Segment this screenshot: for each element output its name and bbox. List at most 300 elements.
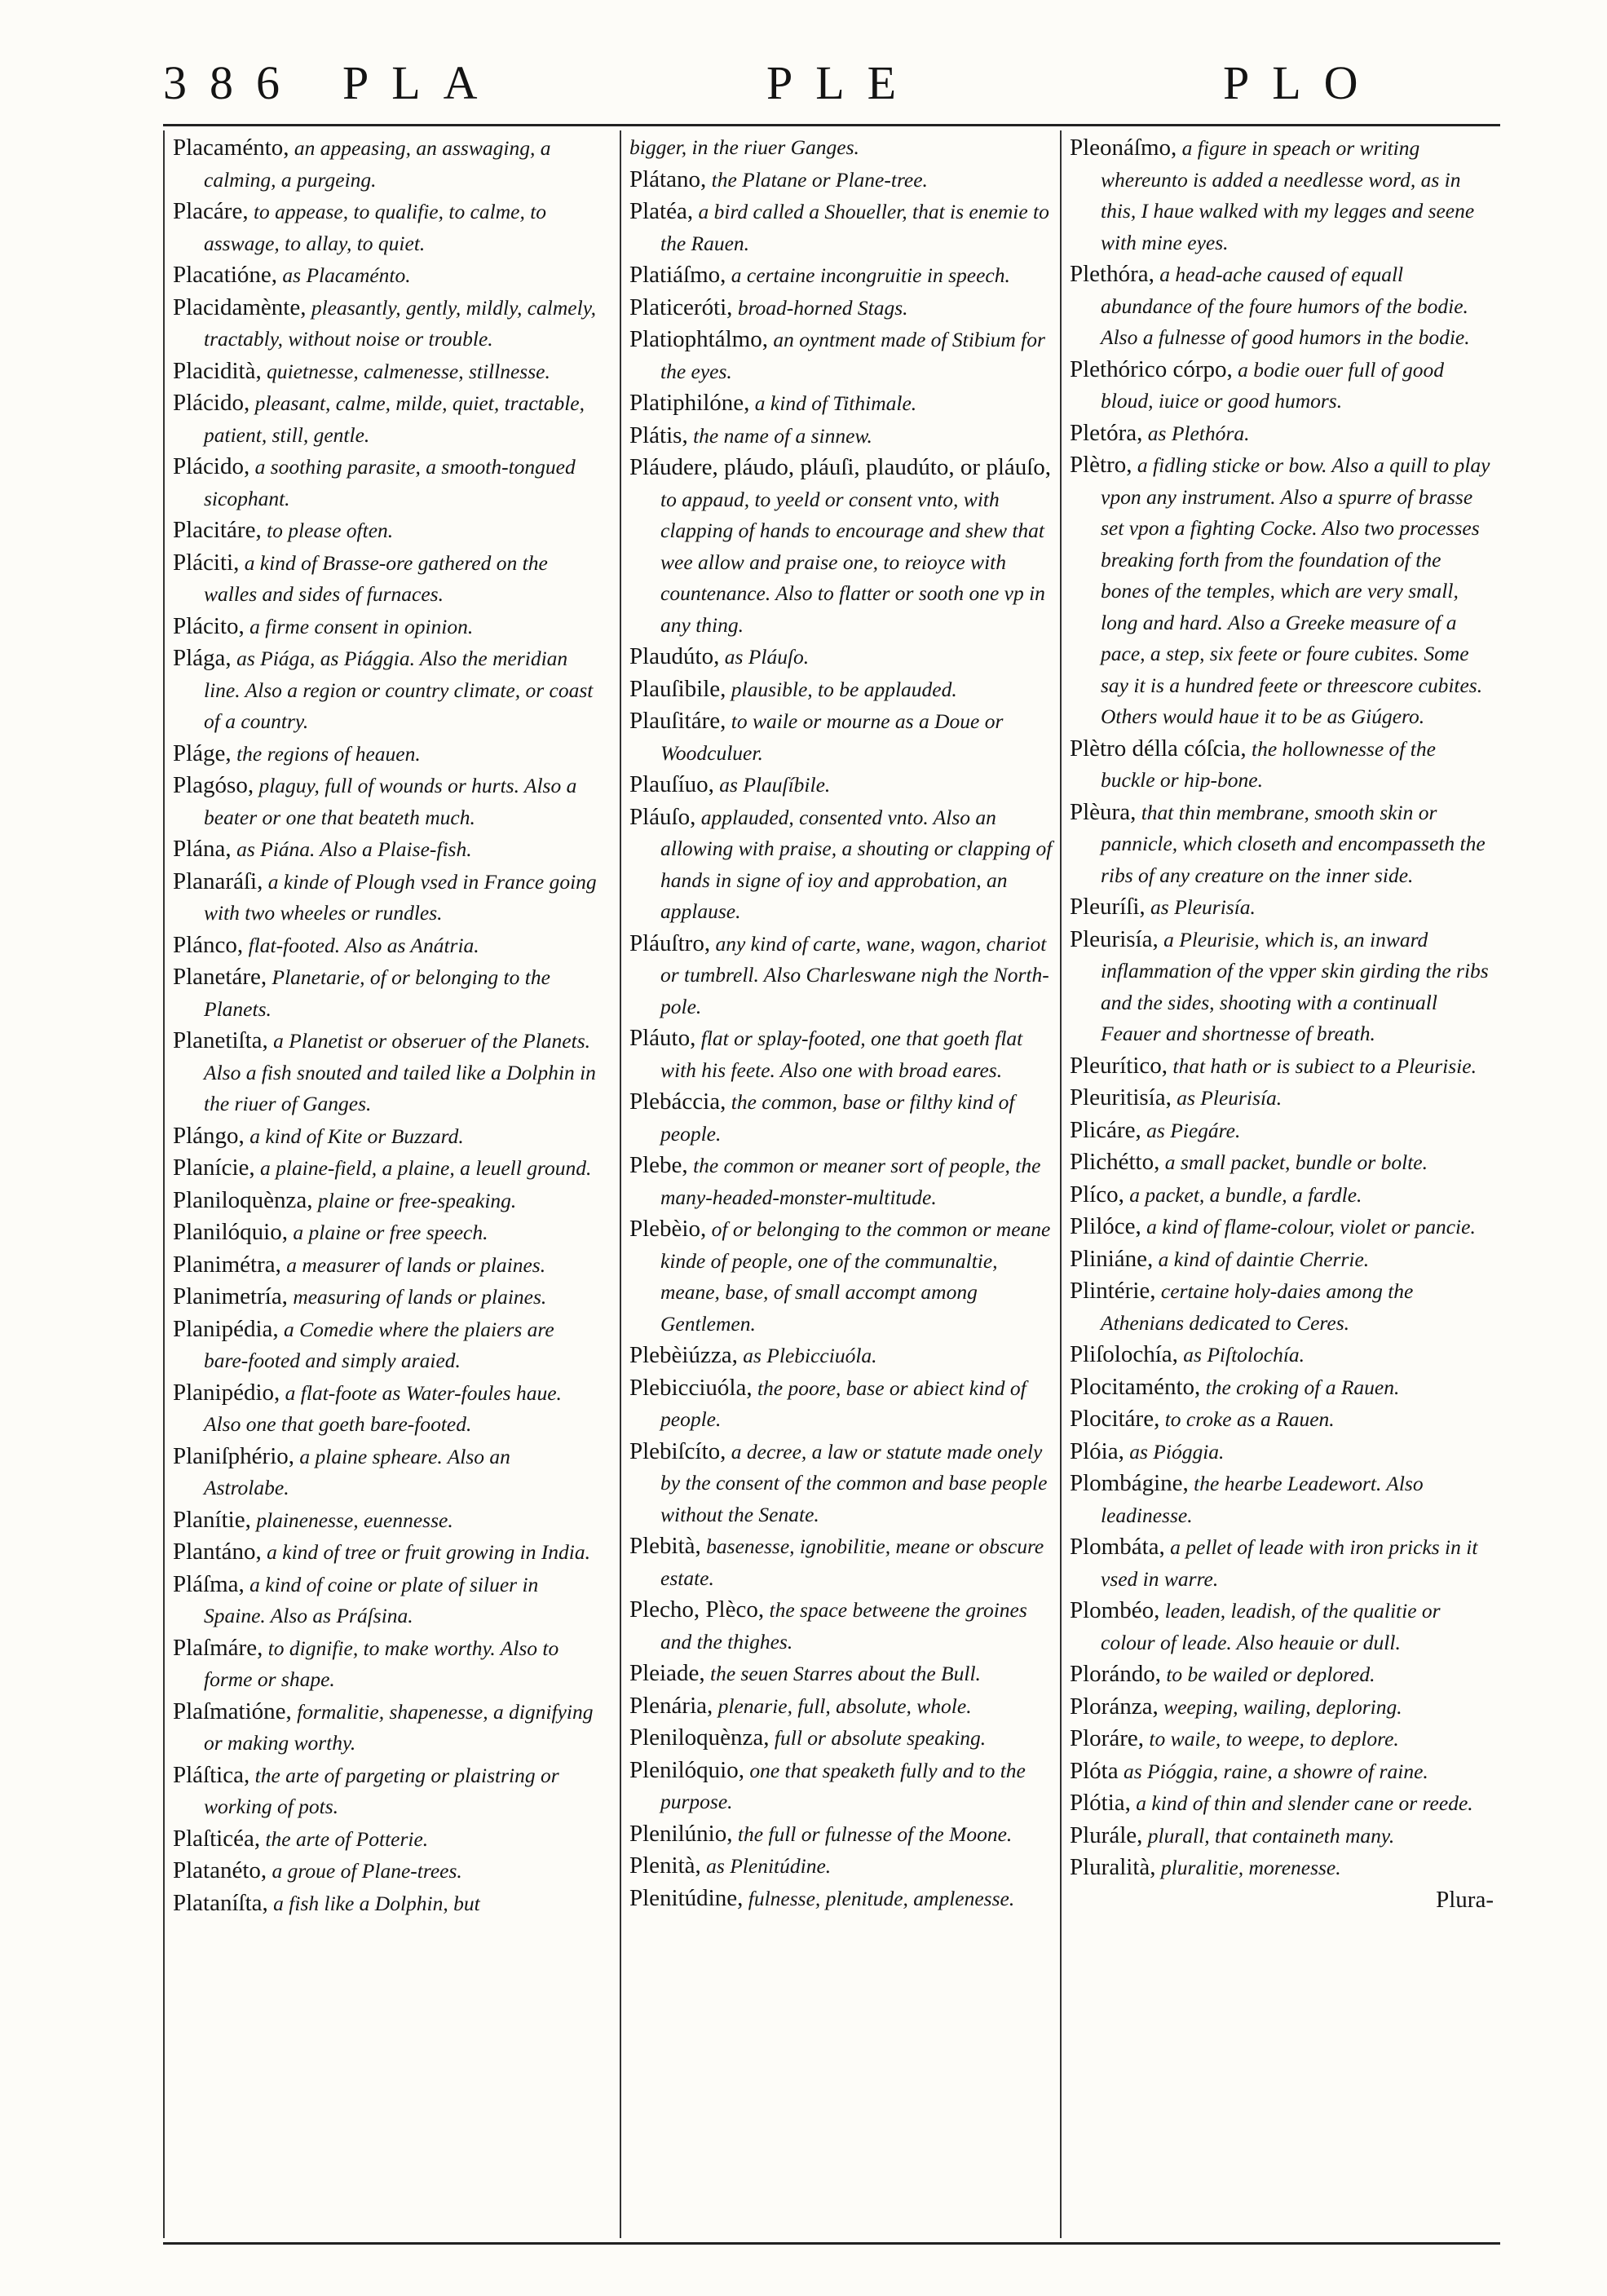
entry-headword: Platanéto,	[173, 1857, 267, 1883]
entry-definition: a bird called a Shoueller, that is enemie to the Rauen.	[660, 200, 1049, 255]
entry-definition: a kind of Kite or Buzzard.	[244, 1124, 464, 1148]
entry-definition: plausible, to be applauded.	[726, 677, 957, 701]
dictionary-entry	[629, 1722, 1053, 1755]
entry-definition: that hath or is subiect to a Pleurisie.	[1168, 1053, 1477, 1078]
entry-headword: Plombéo,	[1070, 1597, 1160, 1623]
dictionary-entry	[173, 738, 597, 770]
entry-headword: Plagóso,	[173, 772, 254, 798]
dictionary-entry	[1070, 132, 1494, 258]
entry-definition: a measurer of lands or plaines.	[280, 1252, 546, 1277]
entry-definition: to appaud, to yeeld or consent vnto, with clapping of hands to encourage and shew that wee allow and praise one, to reioyce with countenance. Also to flatter or sooth one vp in any thing.	[660, 487, 1045, 637]
entry-headword: Placidamènte,	[173, 294, 307, 320]
dictionary-entry	[1070, 1211, 1494, 1243]
entry-headword: Plocitáre,	[1070, 1406, 1160, 1432]
dictionary-entry	[173, 611, 597, 643]
dictionary-entry	[1070, 1595, 1494, 1658]
entry-headword: Planaráſi,	[173, 868, 263, 894]
entry-definition: the full or fulnesse of the Moone.	[732, 1821, 1013, 1846]
entry-definition: a decree, a law or statute made onely by the consent of the common and base people without the Senate.	[660, 1439, 1048, 1526]
dictionary-entry	[1070, 1275, 1494, 1339]
entry-headword: Placaménto,	[173, 135, 289, 161]
entry-headword: Platiáſmo,	[629, 262, 726, 288]
entry-definition: the seuen Starres about the Bull.	[704, 1662, 981, 1685]
entry-definition: the arte of pargeting or plaistring or working of pots.	[204, 1763, 559, 1818]
entry-definition: bigger, in the riuer Ganges.	[629, 135, 859, 159]
dictionary-entry	[173, 1760, 597, 1823]
entry-headword: Plenitúdine,	[629, 1884, 744, 1911]
dictionary-entry	[173, 929, 597, 962]
dictionary-entry	[1070, 1531, 1494, 1595]
dictionary-entry	[1070, 1146, 1494, 1179]
dictionary-entry	[1070, 1436, 1494, 1468]
entry-headword: Plètro,	[1070, 452, 1132, 478]
entry-definition: to croke as a Rauen.	[1159, 1407, 1335, 1431]
dictionary-entry	[1070, 1179, 1494, 1212]
entry-definition: flat or splay-footed, one that goeth flat with his feete. Also one with broad eares.	[660, 1027, 1023, 1082]
dictionary-entry	[173, 1281, 597, 1314]
center-running-head: PLE	[766, 56, 920, 109]
dictionary-entry	[173, 866, 597, 929]
entry-definition: to appease, to qualifie, to calme, to asswage, to allay, to quiet.	[204, 200, 547, 255]
dictionary-entry	[629, 1150, 1053, 1213]
entry-headword: Platéa,	[629, 198, 694, 224]
column-divider-2	[1060, 130, 1062, 2238]
entry-definition: as Piána. Also a Plaise-fish.	[231, 837, 472, 861]
entry-definition: as Plebicciuóla.	[737, 1344, 877, 1367]
entry-definition: a kind of flame-colour, violet or pancie.	[1141, 1215, 1476, 1239]
entry-definition: as Pláuſo.	[719, 645, 810, 669]
entry-headword: Planipédia,	[173, 1315, 279, 1342]
dictionary-entry	[1070, 1852, 1494, 1884]
dictionary-entry	[1070, 417, 1494, 450]
dictionary-entry	[629, 1340, 1053, 1372]
entry-definition: as Pleurisía.	[1171, 1086, 1283, 1110]
entry-definition: basenesse, ignobilitie, meane or obscure estate.	[660, 1534, 1044, 1590]
entry-definition: leaden, leadish, of the qualitie or colour of leade. Also heauie or dull.	[1101, 1599, 1441, 1654]
entry-definition: the common, base or filthy kind of people.	[660, 1090, 1015, 1146]
dictionary-entry	[1070, 1403, 1494, 1436]
entry-headword: Plíco,	[1070, 1181, 1124, 1208]
dictionary-entry	[629, 1213, 1053, 1340]
dictionary-entry	[629, 1818, 1053, 1851]
entry-definition: a Pleurisie, which is, an inward inflammation of the vpper skin girding the ribs and the sides, shooting with a continuall Feauer and shortnesse of breath.	[1101, 927, 1489, 1045]
dictionary-entry	[173, 514, 597, 547]
entry-headword: Plebità,	[629, 1533, 701, 1559]
entry-headword: Plácido,	[173, 390, 250, 416]
entry-definition: pleasant, calme, milde, quiet, tractable, patient, still, gentle.	[204, 391, 585, 447]
entry-definition: applauded, consented vnto. Also an allowing with praise, a shouting or clapping of hands in signe of ioy and approbation, an applause.	[660, 805, 1053, 923]
dictionary-entry	[1070, 1787, 1494, 1820]
dictionary-entry	[173, 1377, 597, 1441]
entry-headword: Plintérie,	[1070, 1278, 1156, 1304]
entry-headword: Platiophtálmo,	[629, 326, 768, 352]
dictionary-entry	[629, 292, 1053, 325]
entry-headword: Pleurítico,	[1070, 1052, 1168, 1079]
entry-headword: Plága,	[173, 645, 232, 671]
dictionary-entry	[173, 1504, 597, 1537]
entry-definition: a kind of Brasse-ore gathered on the walles and sides of furnaces.	[204, 550, 548, 606]
page-number: 386	[163, 56, 302, 109]
entry-definition: weeping, wailing, deploring.	[1158, 1694, 1402, 1719]
dictionary-entry	[1070, 1755, 1494, 1788]
entry-definition: measuring of lands or plaines.	[287, 1285, 547, 1309]
dictionary-entry	[629, 1658, 1053, 1690]
entry-definition: flat-footed. Also as Anátria.	[243, 933, 479, 957]
running-header	[163, 51, 1500, 116]
column-2	[629, 132, 1053, 1914]
entry-definition: the poore, base or abiect kind of people.	[660, 1375, 1026, 1431]
dictionary-entry	[173, 1185, 597, 1217]
dictionary-entry	[1070, 258, 1494, 354]
entry-headword: Plèura,	[1070, 798, 1137, 825]
entry-definition: a Comedie where the plaiers are bare-footed and simply araied.	[204, 1317, 554, 1372]
entry-headword: Plenilóquio,	[629, 1756, 744, 1783]
dictionary-entry	[173, 1536, 597, 1569]
entry-headword: Plicáre,	[1070, 1116, 1141, 1143]
dictionary-entry	[1070, 1820, 1494, 1852]
dictionary-entry	[629, 1530, 1053, 1594]
entry-headword: Pláudere, pláudo, pláuſi, plaudúto, or pláuſo,	[629, 454, 1052, 480]
entry-definition: the space betweene the groines and the thighes.	[660, 1598, 1027, 1654]
entry-headword: Ploráre,	[1070, 1725, 1144, 1751]
entry-headword: Plácito,	[173, 612, 245, 639]
dictionary-entry	[173, 833, 597, 866]
entry-headword: Plánco,	[173, 931, 244, 958]
entry-definition: a kind of coine or plate of siluer in Spaine. Also as Práſsina.	[204, 1572, 539, 1627]
dictionary-entry	[173, 387, 597, 451]
entry-definition: to be wailed or deplored.	[1160, 1662, 1375, 1686]
dictionary-entry	[629, 705, 1053, 769]
entry-definition: plaine or free-speaking.	[312, 1188, 517, 1212]
entry-headword: Plilóce,	[1070, 1213, 1141, 1239]
entry-headword: Planetiſta,	[173, 1027, 268, 1053]
entry-headword: Plebiſcíto,	[629, 1437, 726, 1464]
entry-headword: Plebèiúzza,	[629, 1342, 738, 1368]
entry-headword: Planície,	[173, 1155, 255, 1181]
entry-definition: as Pióggia, raine, a showre of raine.	[1118, 1759, 1428, 1783]
dictionary-entry	[173, 961, 597, 1025]
dictionary-entry	[629, 420, 1053, 453]
dictionary-entry	[629, 164, 1053, 196]
entry-definition: to please often.	[261, 519, 394, 542]
entry-definition: as Pleurisía.	[1145, 895, 1256, 919]
entry-definition: a plaine-field, a plaine, a leuell ground.	[254, 1156, 592, 1180]
entry-definition: a kind of tree or fruit growing in India.	[261, 1540, 591, 1564]
entry-definition: one that speaketh fully and to the purpose.	[660, 1758, 1026, 1813]
entry-definition: the common or meaner sort of people, the many-headed-monster-multitude.	[660, 1154, 1041, 1209]
entry-headword: Plaſmatióne,	[173, 1698, 292, 1724]
entry-headword: Pláuto,	[629, 1025, 696, 1051]
entry-definition: a flat-foote as Water-foules haue. Also one that goeth bare-footed.	[204, 1380, 562, 1436]
footer-rule	[163, 2242, 1500, 2245]
dictionary-entry	[629, 387, 1053, 420]
entry-definition: as Piegáre.	[1141, 1118, 1241, 1142]
entry-headword: Pleiade,	[629, 1660, 705, 1686]
dictionary-entry	[629, 801, 1053, 928]
entry-headword: Plaſmáre,	[173, 1634, 263, 1661]
entry-definition: as Piága, as Piággia. Also the meridian line. Also a region or country climate, or coast of a country.	[204, 647, 594, 733]
header-rule	[163, 124, 1500, 126]
entry-definition: a packet, a bundle, a fardle.	[1124, 1182, 1362, 1207]
entry-headword: Pliſolochía,	[1070, 1341, 1178, 1367]
entry-headword: Plauſibile,	[629, 675, 726, 702]
entry-definition: the Platane or Plane-tree.	[706, 167, 928, 192]
entry-headword: Plebáccia,	[629, 1088, 726, 1115]
entry-headword: Pláuſo,	[629, 803, 696, 830]
entry-definition: plurall, that containeth many.	[1142, 1823, 1395, 1848]
entry-headword: Placidità,	[173, 357, 262, 384]
entry-headword: Planetáre,	[173, 964, 267, 990]
dictionary-entry	[629, 928, 1053, 1023]
entry-definition: certaine holy-daies among the Athenians dedicated to Ceres.	[1101, 1279, 1414, 1335]
entry-definition: of or belonging to the common or meane kinde of people, one of the communaltie, meane, base, of small accompt among Gentlemen.	[660, 1217, 1051, 1336]
entry-headword: Plebicciuóla,	[629, 1374, 753, 1401]
entry-definition: a certaine incongruitie in speech.	[726, 263, 1010, 287]
entry-definition: an oyntment made of Stibium for the eyes.	[660, 328, 1045, 383]
dictionary-entry	[629, 1755, 1053, 1818]
entry-headword: Plombáta,	[1070, 1534, 1165, 1560]
entry-definition: pluralitie, morenesse.	[1155, 1856, 1341, 1879]
entry-headword: Plána,	[173, 836, 232, 862]
entry-definition: plenarie, full, absolute, whole.	[713, 1693, 972, 1718]
entry-definition: a fish like a Dolphin, but	[267, 1891, 480, 1915]
entry-definition: the arte of Potterie.	[260, 1826, 429, 1851]
dictionary-entry	[629, 673, 1053, 706]
entry-headword: Plóta	[1070, 1757, 1119, 1784]
entry-headword: Plácido,	[173, 453, 250, 479]
entry-headword: Pliniáne,	[1070, 1245, 1154, 1272]
entry-headword: Pletóra,	[1070, 419, 1143, 446]
dictionary-entry	[173, 1569, 597, 1632]
entry-definition: as Placaménto.	[277, 263, 411, 287]
entry-headword: Pláſtica,	[173, 1761, 250, 1788]
entry-headword: Plètro délla cóſcia,	[1070, 735, 1247, 762]
entry-definition: a pellet of leade with iron pricks in it vsed in warre.	[1101, 1535, 1478, 1591]
entry-headword: Plenilúnio,	[629, 1820, 733, 1847]
dictionary-entry	[173, 642, 597, 738]
entry-definition: a fidling sticke or bow. Also a quill to play vpon any instrument. Also a spurre of brasse set vpon a fighting Cocke. Also two processes breaking forth from the foundation of the bones of the temples, which are very small, long and hard. Also a Greeke measure of a pace, a step, six feete or foure cubites. Some say it is a hundred feete or threescore cubites. Others would haue it to be as Giúgero.	[1101, 453, 1490, 728]
dictionary-entry	[1070, 924, 1494, 1050]
dictionary-entry	[173, 196, 597, 259]
dictionary-entry	[1070, 1658, 1494, 1691]
entry-definition: plainenesse, euennesse.	[250, 1508, 453, 1532]
dictionary-entry	[629, 132, 1053, 164]
dictionary-entry	[629, 259, 1053, 292]
entry-headword: Pláge,	[173, 740, 232, 766]
dictionary-entry	[629, 1690, 1053, 1723]
entry-headword: Plataníſta,	[173, 1889, 268, 1916]
entry-headword: Plichétto,	[1070, 1149, 1160, 1175]
entry-headword: Plenità,	[629, 1852, 701, 1879]
entry-headword: Pláuſtro,	[629, 929, 711, 956]
entry-definition: that thin membrane, smooth skin or pannicle, which closeth and encompasseth the ribs of any creature on the inner side.	[1101, 800, 1486, 887]
entry-headword: Planimetría,	[173, 1283, 288, 1309]
entry-headword: Plethórico córpo,	[1070, 355, 1233, 382]
entry-definition: to waile or mourne as a Doue or Woodculuer.	[660, 709, 1004, 765]
dictionary-entry	[629, 1086, 1053, 1150]
entry-headword: Plethóra,	[1070, 261, 1154, 287]
entry-definition: pleasantly, gently, mildly, calmely, tractably, without noise or trouble.	[204, 295, 596, 351]
dictionary-entry	[1070, 1243, 1494, 1276]
dictionary-entry	[173, 547, 597, 611]
dictionary-entry	[173, 770, 597, 833]
entry-headword: Pleuríſi,	[1070, 894, 1146, 920]
dictionary-entry	[173, 1696, 597, 1760]
right-running-head: PLO	[1223, 56, 1381, 109]
entry-definition: as Piſtolochía.	[1177, 1343, 1305, 1367]
entry-headword: Plecho, Plèco,	[629, 1596, 765, 1623]
left-border-rule	[163, 130, 165, 2238]
entry-definition: as Plethóra.	[1142, 421, 1250, 445]
dictionary-entry	[1070, 1115, 1494, 1147]
entry-headword: Plocitaménto,	[1070, 1373, 1201, 1400]
dictionary-entry	[173, 451, 597, 514]
dictionary-entry	[173, 1025, 597, 1120]
entry-headword: Plebe,	[629, 1152, 688, 1178]
dictionary-entry	[173, 1441, 597, 1504]
entry-definition: a kinde of Plough vsed in France going with two wheeles or rundles.	[204, 869, 597, 925]
dictionary-entry	[629, 1594, 1053, 1658]
dictionary-entry	[629, 1022, 1053, 1086]
dictionary-entry	[173, 1823, 597, 1856]
entry-headword: Planimétra,	[173, 1251, 281, 1278]
dictionary-entry	[173, 1314, 597, 1377]
entry-definition: a plaine spheare. Also an Astrolabe.	[204, 1444, 510, 1499]
entry-definition: a groue of Plane-trees.	[267, 1859, 462, 1883]
entry-definition: to waile, to weepe, to deplore.	[1144, 1727, 1399, 1751]
entry-headword: Platiceróti,	[629, 294, 733, 320]
dictionary-entry	[173, 355, 597, 388]
dictionary-entry	[173, 1855, 597, 1888]
dictionary-entry	[173, 132, 597, 196]
entry-headword: Pleuritisía,	[1070, 1084, 1172, 1110]
dictionary-entry	[1070, 891, 1494, 924]
entry-headword: Plurále,	[1070, 1821, 1143, 1848]
column-3	[1070, 132, 1494, 1915]
catchword: Plura-	[1436, 1886, 1494, 1913]
entry-definition: quietnesse, calmenesse, stillnesse.	[261, 359, 550, 383]
dictionary-entry	[1070, 733, 1494, 797]
entry-headword: Pleniloquènza,	[629, 1724, 770, 1751]
dictionary-entry	[173, 1632, 597, 1696]
entry-definition: an appeasing, an asswaging, a calming, a purgeing.	[204, 136, 551, 192]
dictionary-entry	[629, 1850, 1053, 1883]
entry-headword: Platiphilóne,	[629, 390, 750, 416]
entry-definition: full or absolute speaking.	[769, 1726, 987, 1750]
entry-definition: as Plenitúdine.	[700, 1854, 832, 1878]
dictionary-entry	[173, 292, 597, 355]
entry-definition: a kind of thin and slender cane or reede.	[1130, 1791, 1473, 1815]
entry-headword: Plombágine,	[1070, 1470, 1189, 1496]
entry-headword: Planilóquio,	[173, 1219, 288, 1245]
entry-definition: the hearbe Leadewort. Also leadinesse.	[1101, 1472, 1424, 1527]
dictionary-entry	[629, 641, 1053, 673]
entry-definition: a kind of Tithimale.	[749, 391, 917, 415]
entry-definition: as Pióggia.	[1124, 1439, 1225, 1464]
dictionary-entry	[1070, 1468, 1494, 1531]
entry-headword: Plóia,	[1070, 1437, 1124, 1464]
column-divider-1	[620, 130, 621, 2238]
entry-headword: Plótia,	[1070, 1790, 1131, 1816]
entry-headword: Plauſíuo,	[629, 771, 714, 797]
entry-headword: Planipédio,	[173, 1379, 280, 1406]
entry-definition: a Planetist or obseruer of the Planets. Also a fish snouted and tailed like a Dolphin in the riuer of Ganges.	[204, 1029, 596, 1115]
entry-headword: Plebèio,	[629, 1216, 707, 1242]
dictionary-entry	[629, 196, 1053, 259]
entry-definition: formalitie, shapenesse, a dignifying or making worthy.	[204, 1699, 594, 1755]
entry-headword: Placáre,	[173, 198, 249, 224]
dictionary-entry	[1070, 1371, 1494, 1404]
entry-definition: broad-horned Stags.	[732, 295, 908, 320]
entry-definition: fulnesse, plenitude, amplenesse.	[743, 1886, 1015, 1910]
dictionary-entry	[1070, 354, 1494, 417]
left-running-head: PLA	[342, 56, 501, 109]
entry-definition: the hollownesse of the buckle or hip-bone.	[1101, 736, 1436, 792]
entry-definition: a small packet, bundle or bolte.	[1159, 1150, 1428, 1174]
dictionary-entry	[629, 1436, 1053, 1531]
entry-headword: Plaſticéa,	[173, 1825, 261, 1852]
entry-headword: Plauſitáre,	[629, 708, 726, 734]
entry-headword: Ploránza,	[1070, 1693, 1159, 1720]
entry-headword: Placitáre,	[173, 517, 262, 543]
entry-headword: Pleurisía,	[1070, 925, 1159, 952]
entry-headword: Placatióne,	[173, 262, 278, 288]
dictionary-entry	[629, 1883, 1053, 1915]
dictionary-entry	[1070, 449, 1494, 733]
dictionary-entry	[173, 1249, 597, 1282]
entry-definition: a firme consent in opinion.	[244, 614, 474, 638]
dictionary-entry	[629, 452, 1053, 641]
dictionary-entry	[1070, 1723, 1494, 1755]
entry-headword: Planiloquènza,	[173, 1186, 313, 1213]
dictionary-entry	[1070, 1050, 1494, 1083]
entry-definition: a figure in speach or writing whereunto is added a needlesse word, as in this, I haue walked with my legges and seene with mine eyes.	[1101, 136, 1475, 254]
entry-definition: plaguy, full of wounds or hurts. Also a beater or one that beateth much.	[204, 774, 577, 829]
entry-definition: as Plauſíbile.	[713, 773, 831, 797]
entry-headword: Planítie,	[173, 1506, 251, 1533]
dictionary-entry	[1070, 797, 1494, 892]
entry-headword: Plaudúto,	[629, 643, 720, 669]
dictionary-entry	[173, 1216, 597, 1249]
dictionary-entry	[629, 1372, 1053, 1436]
entry-definition: a kind of daintie Cherrie.	[1153, 1247, 1370, 1271]
entry-headword: Pluralità,	[1070, 1854, 1156, 1880]
dictionary-entry	[1070, 1339, 1494, 1371]
entry-definition: to dignifie, to make worthy. Also to forme or shape.	[204, 1636, 559, 1691]
entry-definition: a head-ache caused of equall abundance of the foure humors of the bodie. Also a fulnesse of good humors in the bodie.	[1101, 263, 1470, 349]
dictionary-entry	[629, 769, 1053, 801]
dictionary-entry	[173, 1888, 597, 1920]
entry-definition: a plaine or free speech.	[287, 1221, 488, 1244]
entry-definition: Planetarie, of or belonging to the Planets.	[204, 965, 550, 1021]
entry-headword: Plátano,	[629, 166, 707, 192]
dictionary-entry	[173, 259, 597, 292]
entry-definition: the croking of a Rauen.	[1200, 1375, 1400, 1399]
entry-headword: Plátis,	[629, 422, 688, 448]
entry-headword: Pleonáſmo,	[1070, 135, 1177, 161]
entry-headword: Plorándo,	[1070, 1661, 1161, 1687]
entry-headword: Pláciti,	[173, 549, 240, 576]
dictionary-entry	[173, 1120, 597, 1153]
dictionary-entry	[629, 324, 1053, 387]
entry-headword: Plángo,	[173, 1122, 245, 1149]
entry-definition: a bodie ouer full of good bloud, iuice or good humors.	[1101, 357, 1444, 413]
entry-headword: Plantáno,	[173, 1539, 262, 1565]
column-1	[173, 132, 597, 1919]
dictionary-entry	[173, 1152, 597, 1185]
dictionary-entry	[1070, 1691, 1494, 1724]
entry-headword: Planiſphério,	[173, 1442, 295, 1469]
